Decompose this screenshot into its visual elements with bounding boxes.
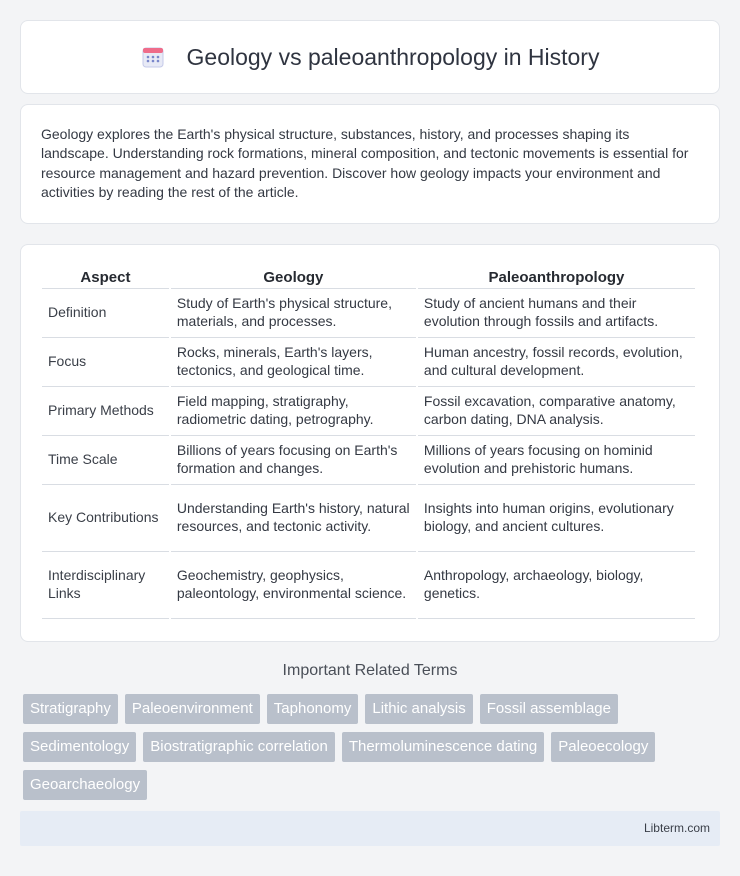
header-paleoanthropology: Paleoanthropology (418, 263, 695, 289)
table-cell-paleoanthropology: Anthropology, archaeology, biology, genetics. (418, 552, 695, 619)
table-cell-aspect: Primary Methods (42, 387, 169, 436)
table-cell-aspect: Key Contributions (42, 485, 169, 552)
intro-text: Geology explores the Earth's physical structure, substances, history, and processes shaping its landscape. Understanding rock formations, mineral composition, and tectonic movements is essential for resource management and hazard prevention. Discover how geology impacts your environment and activities by reading the rest of the article. (41, 126, 689, 200)
table-row (42, 289, 695, 338)
term-tag[interactable]: Lithic analysis (365, 694, 472, 724)
intro-card (20, 104, 720, 224)
term-tag[interactable]: Taphonomy (267, 694, 359, 724)
term-tag[interactable]: Thermoluminescence dating (342, 732, 544, 762)
table-cell-aspect: Interdisciplinary Links (42, 552, 169, 619)
page-title: Geology vs paleoanthropology in History (186, 43, 600, 70)
table-cell-geology: Rocks, minerals, Earth's layers, tectonics, and geological time. (171, 338, 416, 387)
table-cell-paleoanthropology: Study of ancient humans and their evolution through fossils and artifacts. (418, 289, 695, 338)
header-card (20, 20, 720, 94)
term-tag[interactable]: Paleoenvironment (125, 694, 260, 724)
table-row (42, 485, 695, 552)
table-row (42, 552, 695, 619)
table-cell-geology: Study of Earth's physical structure, materials, and processes. (171, 289, 416, 338)
table-cell-geology: Understanding Earth's history, natural resources, and tectonic activity. (171, 485, 416, 552)
term-tag[interactable]: Fossil assemblage (480, 694, 618, 724)
header-geology: Geology (171, 263, 416, 289)
header-aspect: Aspect (42, 263, 169, 289)
table-cell-geology: Billions of years focusing on Earth's formation and changes. (171, 436, 416, 485)
table-row (42, 387, 695, 436)
related-terms-title: Important Related Terms (282, 662, 458, 679)
term-tag[interactable]: Paleoecology (551, 732, 655, 762)
table-row (42, 436, 695, 485)
comparison-card (20, 244, 720, 642)
term-tag[interactable]: Biostratigraphic correlation (143, 732, 335, 762)
table-header-row (42, 263, 695, 289)
footer (20, 811, 720, 846)
table-cell-paleoanthropology: Fossil excavation, comparative anatomy, carbon dating, DNA analysis. (418, 387, 695, 436)
term-tag[interactable]: Stratigraphy (23, 694, 118, 724)
related-terms-list (23, 694, 723, 800)
term-tag[interactable]: Geoarchaeology (23, 770, 147, 800)
table-cell-aspect: Definition (42, 289, 169, 338)
table-cell-paleoanthropology: Insights into human origins, evolutionary biology, and ancient cultures. (418, 485, 695, 552)
table-cell-geology: Field mapping, stratigraphy, radiometric dating, petrography. (171, 387, 416, 436)
table-cell-aspect: Focus (42, 338, 169, 387)
table-cell-aspect: Time Scale (42, 436, 169, 485)
table-cell-geology: Geochemistry, geophysics, paleontology, environmental science. (171, 552, 416, 619)
table-cell-paleoanthropology: Millions of years focusing on hominid evolution and prehistoric humans. (418, 436, 695, 485)
footer-brand-link[interactable]: Libterm.com (643, 821, 710, 835)
comparison-table (40, 263, 697, 619)
table-cell-paleoanthropology: Human ancestry, fossil records, evolution, and cultural development. (418, 338, 695, 387)
calendar-icon (141, 45, 165, 69)
term-tag[interactable]: Sedimentology (23, 732, 136, 762)
table-row (42, 338, 695, 387)
